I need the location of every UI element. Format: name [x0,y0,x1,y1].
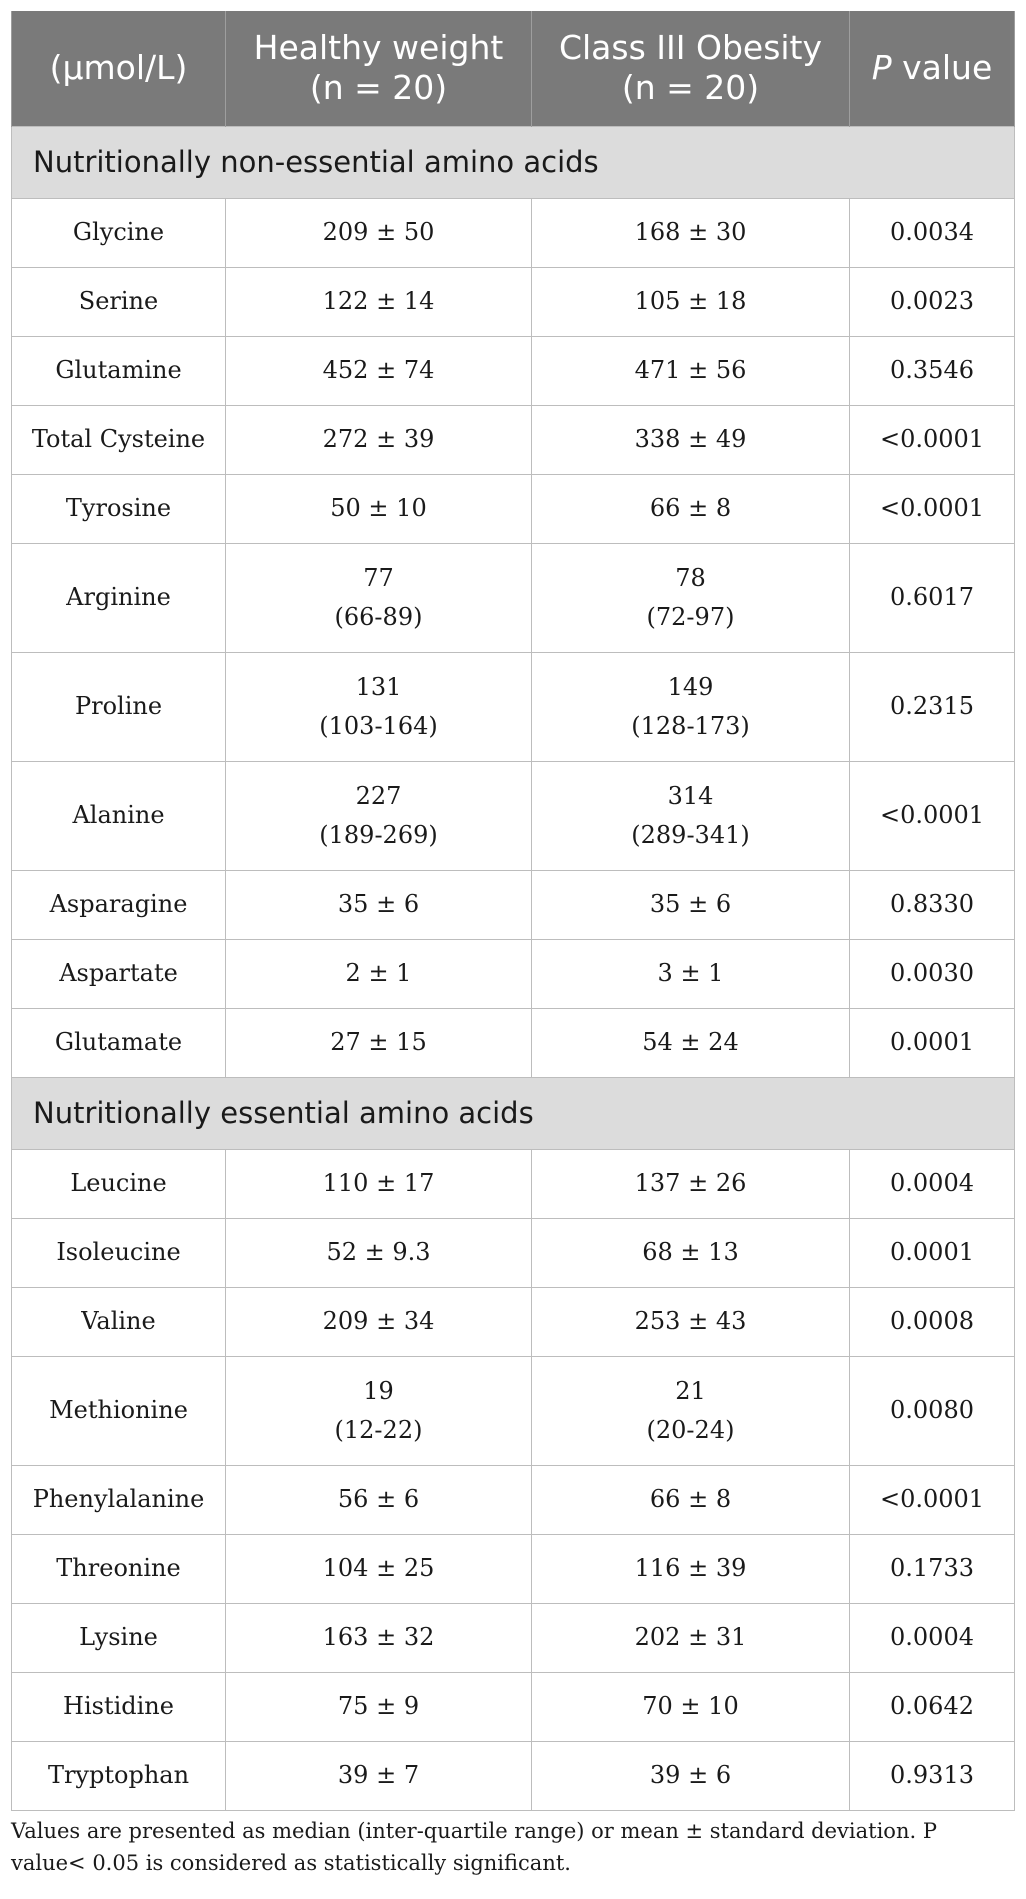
table-row [12,939,1015,1008]
amino-acid-name: Glutamate [12,1008,226,1077]
amino-acid-table-container [11,11,1014,1811]
obesity-value [532,1356,850,1465]
header-obesity-n: (n = 20) [621,68,760,108]
table-row [12,1603,1015,1672]
p-value: <0.0001 [850,405,1015,474]
header-p-italic: P [871,48,892,88]
healthy-weight-value: 110 ± 17 [226,1149,532,1218]
p-value: 0.0642 [850,1672,1015,1741]
table-row [12,652,1015,761]
table-row [12,1534,1015,1603]
amino-acid-name: Asparagine [12,870,226,939]
obesity-value-iqr: (128-173) [631,711,750,740]
amino-acid-name: Methionine [12,1356,226,1465]
obesity-value-median: 314 [667,781,714,810]
amino-acid-name: Phenylalanine [12,1465,226,1534]
obesity-value: 3 ± 1 [532,939,850,1008]
amino-acid-name: Aspartate [12,939,226,1008]
p-value: 0.1733 [850,1534,1015,1603]
amino-acid-name: Leucine [12,1149,226,1218]
obesity-value: 66 ± 8 [532,474,850,543]
table-header [12,11,1015,126]
obesity-value: 338 ± 49 [532,405,850,474]
header-units-label: (µmol/L) [49,48,188,88]
obesity-value-iqr: (20-24) [646,1415,735,1444]
healthy-weight-value [226,652,532,761]
p-value: <0.0001 [850,1465,1015,1534]
header-units [12,11,226,126]
p-value: 0.0001 [850,1218,1015,1287]
healthy-weight-value-iqr: (103-164) [319,711,438,740]
healthy-weight-value: 39 ± 7 [226,1741,532,1810]
table-row [12,1672,1015,1741]
amino-acid-name: Arginine [12,543,226,652]
table-row [12,336,1015,405]
amino-acid-name: Total Cysteine [12,405,226,474]
healthy-weight-value [226,543,532,652]
p-value: 0.0008 [850,1287,1015,1356]
p-value: 0.0004 [850,1149,1015,1218]
section-header-row [12,1077,1015,1149]
healthy-weight-value-iqr: (66-89) [334,602,423,631]
healthy-weight-value [226,761,532,870]
p-value: 0.6017 [850,543,1015,652]
header-p-value [850,11,1015,126]
amino-acid-name: Alanine [12,761,226,870]
header-row [12,11,1015,126]
p-value: <0.0001 [850,761,1015,870]
obesity-value-iqr: (72-97) [646,602,735,631]
table-row [12,1356,1015,1465]
p-value: 0.8330 [850,870,1015,939]
obesity-value: 202 ± 31 [532,1603,850,1672]
table-row [12,1465,1015,1534]
healthy-weight-value-median: 131 [355,672,402,701]
obesity-value [532,543,850,652]
table-row [12,761,1015,870]
table-row [12,198,1015,267]
healthy-weight-value: 452 ± 74 [226,336,532,405]
table-footnote: Values are presented as median (inter-quartile range) or mean ± standard deviation. P value< 0.05 is considered as statistically significant. [11,1819,937,1875]
amino-acid-name: Histidine [12,1672,226,1741]
amino-acid-name: Tyrosine [12,474,226,543]
healthy-weight-value-median: 19 [363,1376,394,1405]
obesity-value-iqr: (289-341) [631,820,750,849]
healthy-weight-value-median: 227 [355,781,402,810]
healthy-weight-value: 104 ± 25 [226,1534,532,1603]
obesity-value: 39 ± 6 [532,1741,850,1810]
obesity-value: 105 ± 18 [532,267,850,336]
p-value: 0.0004 [850,1603,1015,1672]
obesity-value-median: 78 [675,563,706,592]
healthy-weight-value: 52 ± 9.3 [226,1218,532,1287]
healthy-weight-value-iqr: (189-269) [319,820,438,849]
amino-acid-table [11,11,1015,1811]
obesity-value: 253 ± 43 [532,1287,850,1356]
section-title: Nutritionally essential amino acids [12,1077,1015,1149]
healthy-weight-value: 2 ± 1 [226,939,532,1008]
header-obesity-label: Class III Obesity [558,28,823,68]
healthy-weight-value [226,1356,532,1465]
p-value: 0.3546 [850,336,1015,405]
healthy-weight-value: 272 ± 39 [226,405,532,474]
p-value: 0.0023 [850,267,1015,336]
healthy-weight-value: 56 ± 6 [226,1465,532,1534]
amino-acid-name: Proline [12,652,226,761]
header-healthy-weight [226,11,532,126]
obesity-value-median: 21 [675,1376,706,1405]
healthy-weight-value: 122 ± 14 [226,267,532,336]
healthy-weight-value-median: 77 [363,563,394,592]
p-value: 0.2315 [850,652,1015,761]
table-row [12,1741,1015,1810]
amino-acid-name: Serine [12,267,226,336]
p-value: 0.0080 [850,1356,1015,1465]
table-row [12,543,1015,652]
p-value: 0.0030 [850,939,1015,1008]
obesity-value: 137 ± 26 [532,1149,850,1218]
amino-acid-name: Isoleucine [12,1218,226,1287]
section-header-row [12,126,1015,198]
p-value: <0.0001 [850,474,1015,543]
healthy-weight-value: 75 ± 9 [226,1672,532,1741]
healthy-weight-value-iqr: (12-22) [334,1415,423,1444]
amino-acid-name: Glycine [12,198,226,267]
table-row [12,1287,1015,1356]
table-row [12,1218,1015,1287]
table-row [12,405,1015,474]
amino-acid-name: Glutamine [12,336,226,405]
header-healthy-weight-label: Healthy weight [253,28,504,68]
obesity-value: 116 ± 39 [532,1534,850,1603]
table-row [12,474,1015,543]
table-row [12,870,1015,939]
obesity-value: 35 ± 6 [532,870,850,939]
table-row [12,1008,1015,1077]
amino-acid-name: Valine [12,1287,226,1356]
healthy-weight-value: 27 ± 15 [226,1008,532,1077]
obesity-value [532,761,850,870]
amino-acid-name: Threonine [12,1534,226,1603]
p-value: 0.0001 [850,1008,1015,1077]
healthy-weight-value: 209 ± 50 [226,198,532,267]
obesity-value: 68 ± 13 [532,1218,850,1287]
p-value: 0.9313 [850,1741,1015,1810]
header-healthy-weight-n: (n = 20) [309,68,448,108]
obesity-value: 471 ± 56 [532,336,850,405]
table-row [12,267,1015,336]
obesity-value: 54 ± 24 [532,1008,850,1077]
obesity-value [532,652,850,761]
header-class-iii-obesity [532,11,850,126]
obesity-value-median: 149 [667,672,714,701]
table-row [12,1149,1015,1218]
healthy-weight-value: 35 ± 6 [226,870,532,939]
header-p-value-label: value [891,48,993,88]
amino-acid-name: Lysine [12,1603,226,1672]
obesity-value: 66 ± 8 [532,1465,850,1534]
table-body [12,126,1015,1810]
obesity-value: 70 ± 10 [532,1672,850,1741]
section-title: Nutritionally non-essential amino acids [12,126,1015,198]
obesity-value: 168 ± 30 [532,198,850,267]
amino-acid-name: Tryptophan [12,1741,226,1810]
healthy-weight-value: 50 ± 10 [226,474,532,543]
healthy-weight-value: 209 ± 34 [226,1287,532,1356]
healthy-weight-value: 163 ± 32 [226,1603,532,1672]
p-value: 0.0034 [850,198,1015,267]
